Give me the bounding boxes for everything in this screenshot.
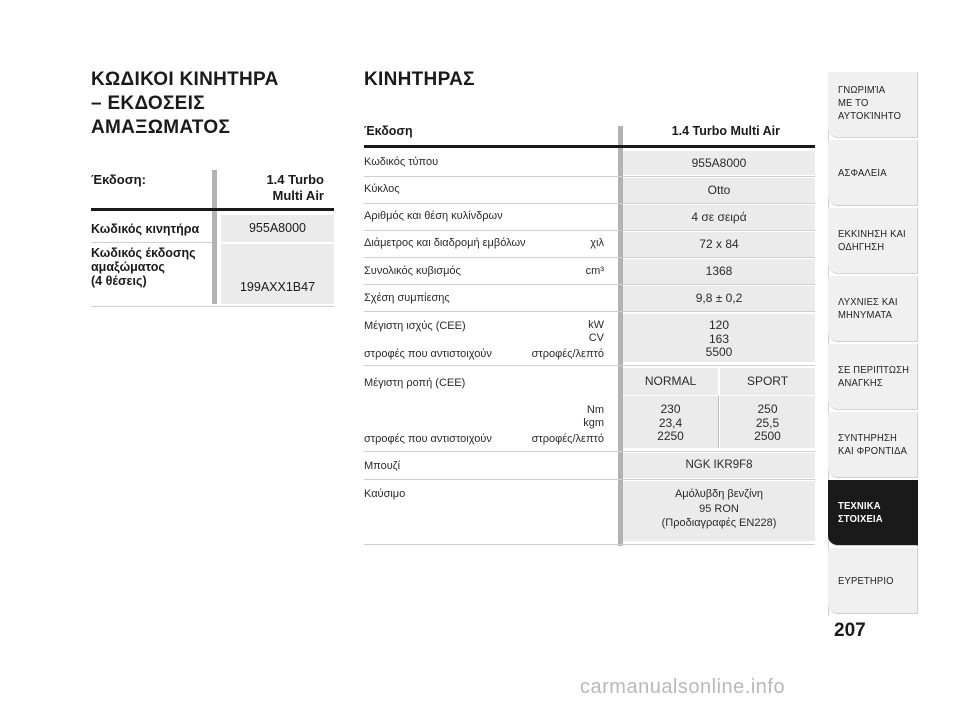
body-code-label — [91, 246, 196, 288]
row-value-cycle: Otto — [623, 178, 815, 203]
tab-label-line: ΣΥΝΤΗΡΗΣΗ — [838, 432, 897, 444]
engine-code-value: 955A8000 — [221, 215, 334, 242]
engine-codes-table — [91, 170, 334, 310]
torque-sport-nm: 250 — [757, 402, 778, 416]
watermark-text: carmanualsonline.info — [580, 676, 786, 698]
body-code-label-line-1: Κωδικός έκδοσης — [91, 246, 196, 260]
tab-label-line: ΓΝΩΡΙΜΊΑ — [838, 84, 886, 96]
row-separator — [364, 230, 815, 231]
tab-lights-messages[interactable] — [828, 276, 918, 342]
tab-label-line: ΜΗΝΥΜΑΤΑ — [838, 309, 893, 321]
row-value-displacement: 1368 — [623, 259, 815, 284]
left-title-line-1: ΚΩΔΙΚΟΙ ΚΙΝΗΤΗΡΑ — [91, 69, 279, 90]
tab-label-line: ΣΕ ΠΕΡΙΠΤΩΣΗ — [838, 364, 910, 376]
page-number: 207 — [834, 620, 866, 641]
left-section-title — [91, 68, 331, 140]
fuel-line-2: 95 RON — [699, 502, 739, 515]
row-separator — [91, 242, 212, 243]
body-code-value: 199AXX1B47 — [239, 280, 316, 294]
row-label-displacement: Συνολικός κυβισμός — [364, 265, 461, 277]
left-title-line-3: ΑΜΑΞΩΜΑΤΟΣ — [91, 117, 231, 138]
tab-label-line: ΤΕΧΝΙΚΑ — [838, 500, 881, 512]
torque-normal-rpm: 2250 — [657, 429, 684, 443]
torque-sport-rpm: 2500 — [754, 429, 781, 443]
version-header-label: Έκδοση: — [91, 172, 146, 187]
row-value-spark-plug: NGK IKR9F8 — [623, 453, 815, 478]
table-bottom-rule — [364, 544, 815, 545]
unit-cv: CV — [588, 332, 604, 344]
tab-label-line: ΟΔΗΓΗΣΗ — [838, 241, 885, 253]
tab-label-line: ΛΥΧΝΙΕΣ ΚΑΙ — [838, 296, 898, 308]
tab-label — [838, 296, 898, 322]
version-header-value — [221, 172, 334, 204]
row-label-bore-stroke: Διάμετρος και διαδρομή εμβόλων — [364, 237, 526, 249]
row-value-max-power — [623, 314, 815, 362]
tab-label — [838, 432, 907, 458]
version-header-line-2: Multi Air — [272, 188, 324, 203]
row-label-compression: Σχέση συμπίεσης — [364, 292, 450, 304]
row-separator — [364, 257, 815, 258]
tab-label: ΕΥΡΕΤΗΡΙΟ — [838, 575, 894, 587]
header-rule — [91, 208, 334, 211]
row-value-bore-stroke: 72 x 84 — [623, 232, 815, 257]
engine-header-label: Έκδοση — [364, 124, 413, 138]
row-value-type-code: 955A8000 — [623, 151, 815, 175]
engine-section-title: ΚΙΝΗΤΗΡΑΣ — [364, 69, 475, 90]
row-label-cycle: Κύκλος — [364, 183, 400, 195]
row-value-fuel — [623, 481, 815, 541]
fuel-line-1: Αμόλυβδη βενζίνη — [674, 488, 764, 500]
tab-label — [838, 500, 883, 526]
torque-normal-nm: 230 — [660, 402, 681, 416]
engine-header-rule — [364, 145, 815, 148]
row-label-cylinders: Αριθμός και θέση κυλίνδρων — [364, 210, 503, 222]
torque-column-line — [718, 396, 719, 448]
tab-label: ΑΣΦΑΛΕΙΑ — [838, 167, 887, 179]
row-label-spark-plug: Μπουζί — [364, 460, 401, 472]
row-separator — [364, 451, 815, 452]
body-code-label-line-3: (4 θέσεις) — [91, 274, 147, 288]
tab-label-line: ΣΤΟΙΧΕΙΑ — [838, 513, 883, 525]
engine-header-value: 1.4 Turbo Multi Air — [671, 124, 780, 138]
body-code-value-cell — [221, 244, 334, 304]
tab-label-line: ΚΑΙ ΦΡΟΝΤΙΔΑ — [838, 445, 908, 457]
fuel-line-3: (Προδιαγραφές EN228) — [661, 517, 777, 529]
unit-kgm: kgm — [583, 417, 604, 429]
table-bottom-rule — [91, 306, 334, 307]
version-header-line-1: 1.4 Turbo — [266, 172, 324, 187]
row-unit-power-rpm: στροφές/λεπτό — [531, 348, 604, 360]
torque-normal-header: NORMAL — [623, 368, 718, 395]
row-label-max-power: Μέγιστη ισχύς (CEE) — [364, 320, 466, 332]
tab-label — [838, 364, 909, 390]
row-label-torque-rpm: στροφές που αντιστοιχούν — [364, 433, 492, 445]
tab-label — [838, 228, 906, 254]
torque-normal-values — [623, 396, 718, 448]
tab-label — [838, 84, 901, 123]
row-unit-bore-stroke: χιλ — [590, 237, 604, 249]
torque-sport-header: SPORT — [720, 368, 815, 395]
row-separator — [364, 479, 815, 480]
tab-maintenance-care[interactable] — [828, 412, 918, 478]
tab-index[interactable] — [828, 548, 918, 614]
tab-technical-data[interactable] — [828, 480, 918, 546]
power-kw-value: 120 — [708, 318, 730, 332]
unit-kw: kW — [588, 319, 604, 331]
power-rpm-value: 5500 — [705, 345, 733, 359]
engine-code-label: Κωδικός κινητήρα — [91, 222, 200, 236]
tab-starting-driving[interactable] — [828, 208, 918, 274]
table-divider-bar — [212, 170, 217, 304]
row-label-max-torque: Μέγιστη ροπή (CEE) — [364, 377, 466, 389]
row-unit-displacement: cm³ — [585, 265, 604, 277]
row-label-fuel: Καύσιμο — [364, 488, 406, 500]
tab-label-line: ΑΥΤΟΚΊΝΗΤΟ — [838, 110, 902, 122]
body-code-label-line-2: αμαξώματος — [91, 260, 165, 274]
row-label-power-rpm: στροφές που αντιστοιχούν — [364, 348, 492, 360]
row-separator — [364, 365, 815, 366]
row-label-type-code: Κωδικός τύπου — [364, 156, 439, 168]
row-separator — [364, 203, 815, 204]
tab-safety[interactable] — [828, 140, 918, 206]
tab-label-line: ΕΚΚΙΝΗΣΗ ΚΑΙ — [838, 228, 906, 240]
tab-getting-to-know[interactable] — [828, 72, 918, 138]
row-unit-max-torque — [583, 404, 604, 430]
row-unit-max-power — [588, 319, 604, 345]
row-unit-torque-rpm: στροφές/λεπτό — [531, 433, 604, 445]
row-value-cylinders: 4 σε σειρά — [623, 205, 815, 230]
torque-normal-kgm: 23,4 — [658, 415, 683, 430]
power-cv-value: 163 — [708, 331, 730, 346]
row-separator — [364, 176, 815, 177]
torque-sport-values — [720, 396, 815, 448]
left-title-line-2: – ΕΚΔΟΣΕΙΣ — [91, 93, 205, 114]
tab-label-line: ΜΕ ΤΟ — [838, 97, 869, 109]
tab-label-line: ΑΝΑΓΚΗΣ — [838, 377, 883, 389]
torque-sport-kgm: 25,5 — [755, 415, 780, 430]
row-value-compression: 9,8 ± 0,2 — [623, 286, 815, 311]
unit-nm: Nm — [586, 404, 604, 416]
tab-emergency[interactable] — [828, 344, 918, 410]
engine-specs-table — [364, 118, 815, 548]
row-separator — [364, 311, 815, 312]
row-separator — [364, 284, 815, 285]
